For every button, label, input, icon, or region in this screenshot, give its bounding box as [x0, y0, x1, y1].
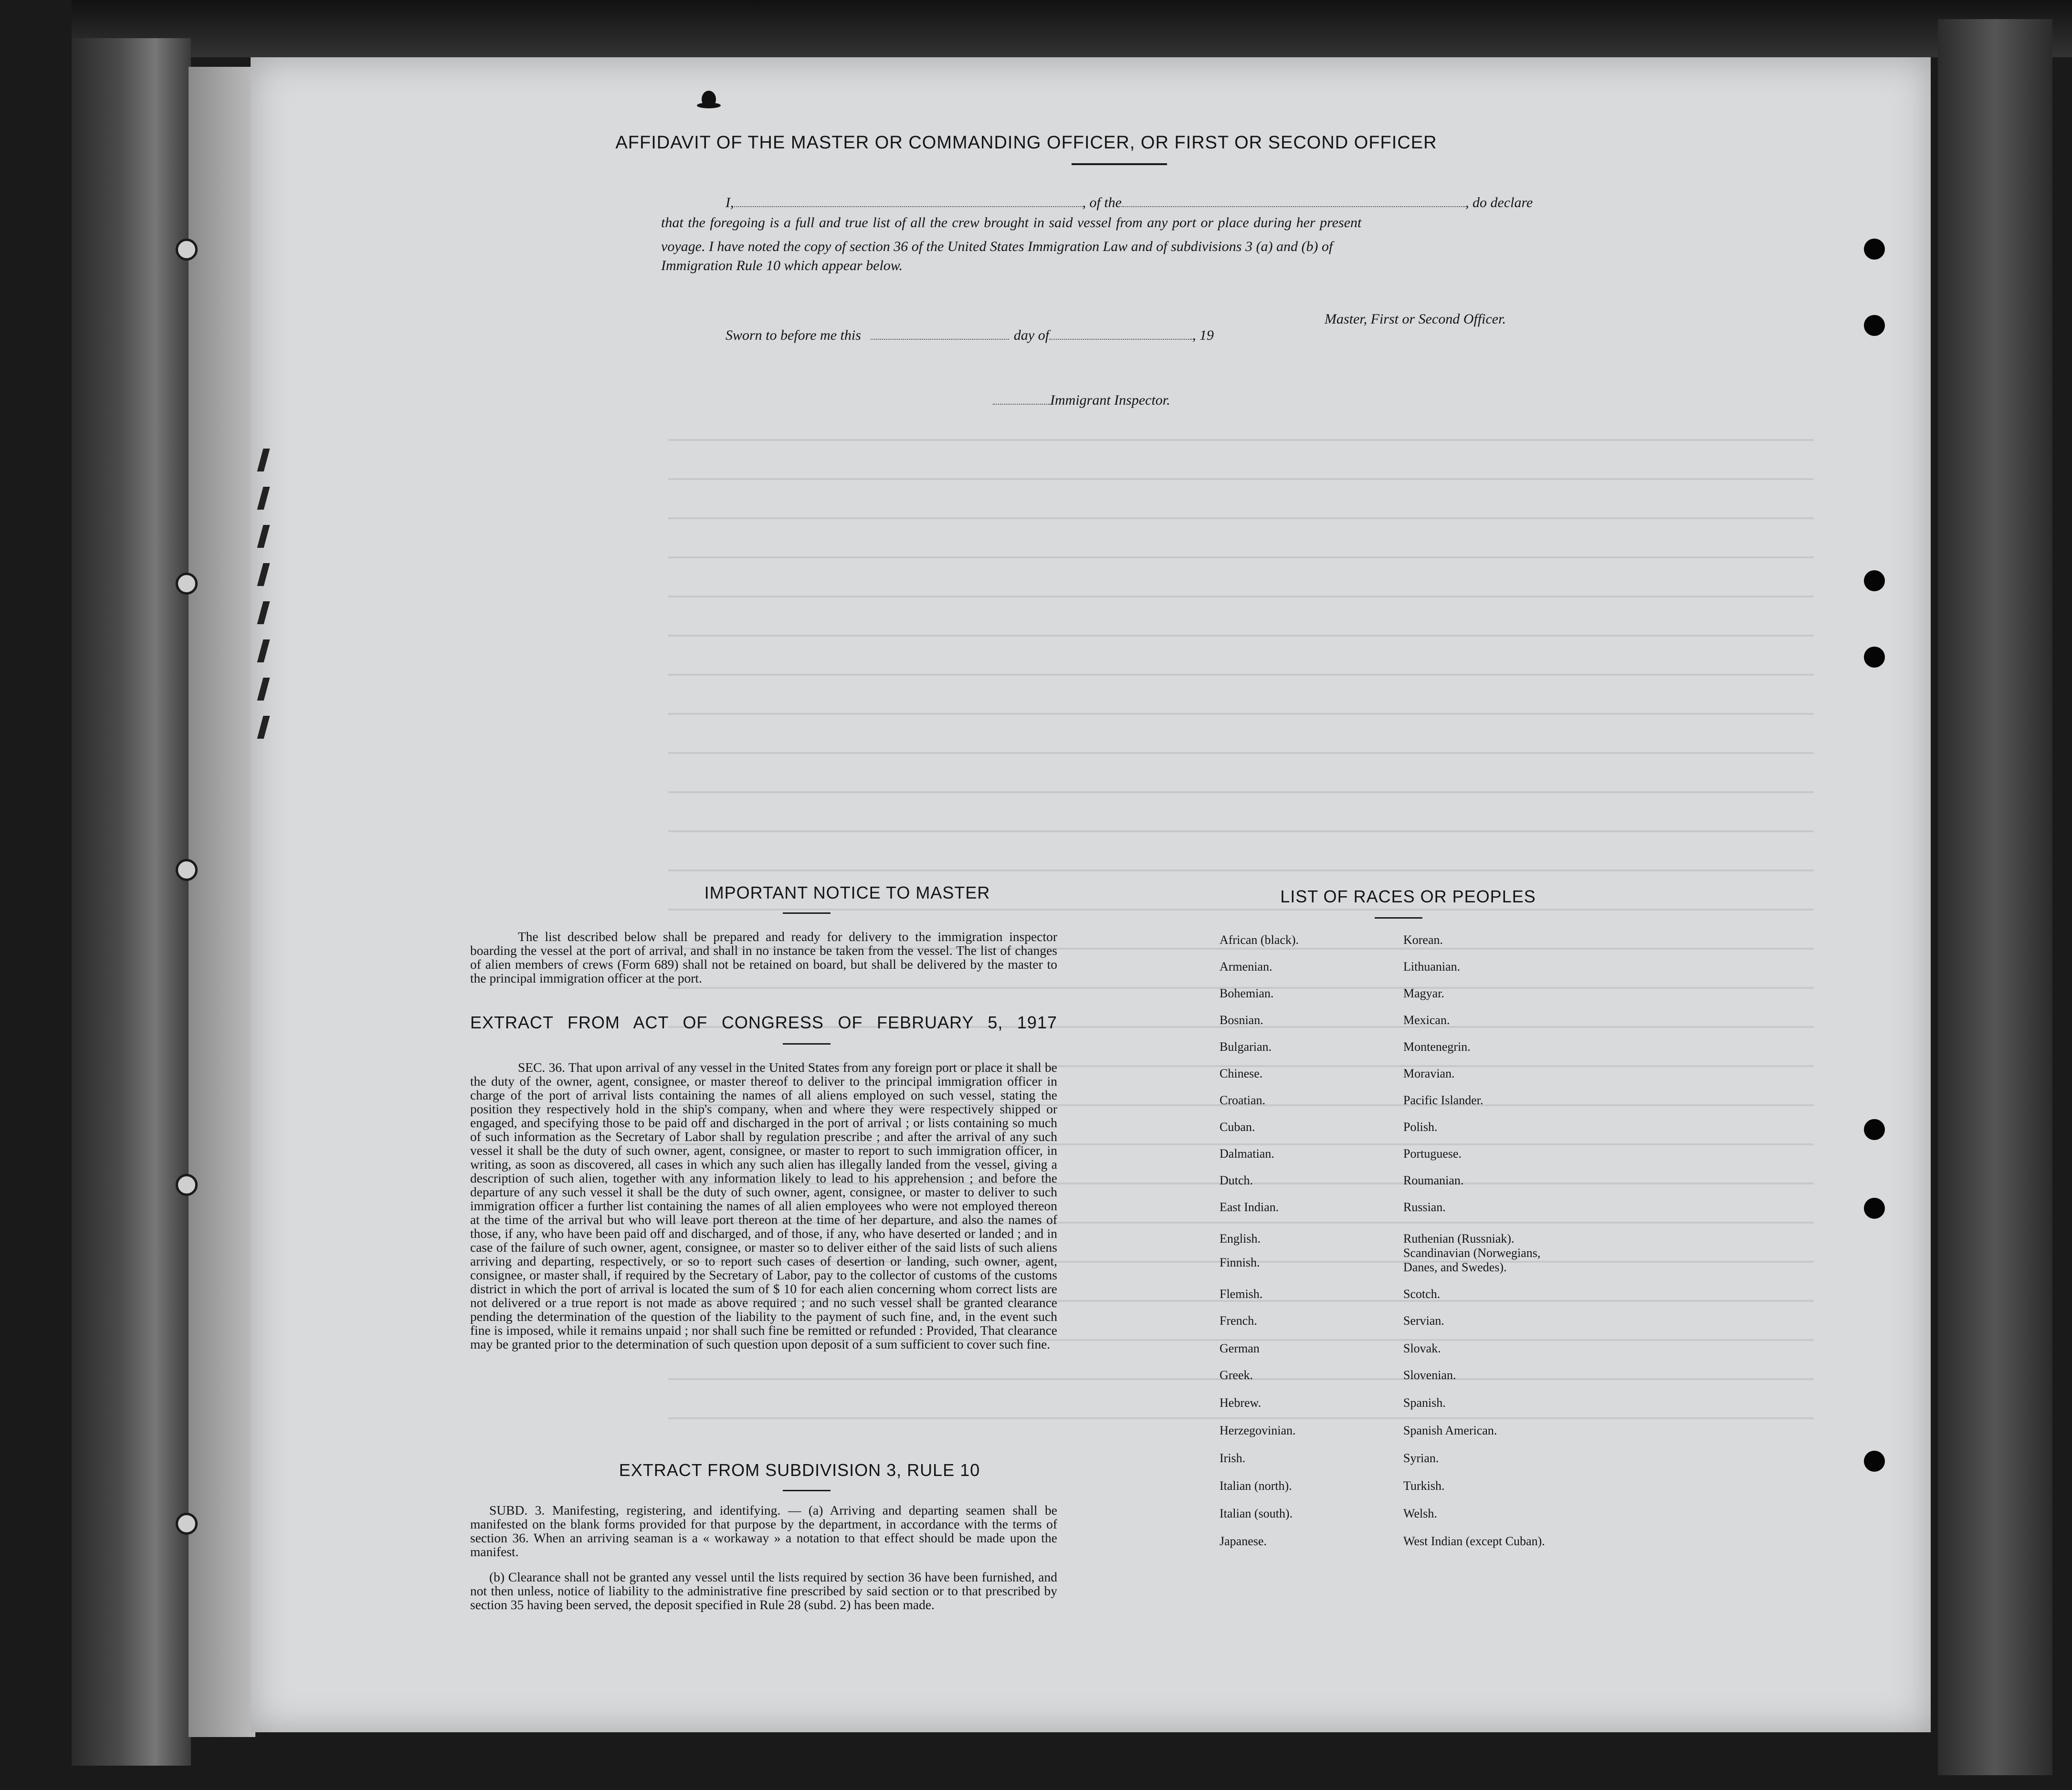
scan-border-right: [1938, 19, 2052, 1775]
punch-hole: [1864, 239, 1885, 260]
race-item: French.: [1220, 1314, 1257, 1328]
races-underline: [1375, 917, 1422, 919]
act-text: SEC. 36. That upon arrival of any vessel in the United States from any foreign port or place it shall be the duty of the owner, agent, consignee, or master thereof to deliver to the principal immigration officer in charge of the port of arrival lists containing the names of all aliens employed on such vessel, stating the position they respectively hold in the ship's company, when and where they were respectively shipped or engaged, and specifying those to be paid off and discharged in the port of arrival ; or lists containing so much of such information as the Secretary of Labor shall by regulation prescribe ; and after the arrival of any such vessel it shall be the duty of such owner, agent, consignee, or master to report to such immigration officer, in writing, as soon as discovered, all cases in which any such alien has illegally landed from the vessel, giving a description of such alien, together with any information likely to lead to his apprehension ; and before the departure of any such vessel it shall be the duty of such owner, agent, consignee, or master to deliver to such immigration officer a further list containing the names of all alien employees who were not employed thereon at the time of the arrival but who will leave port thereon at the time of her departure, and also the names of those, if any, who have been paid off and discharged, and of those, if any, who have deserted or landed ; and in case of the failure of such owner, agent, consignee, or master so to deliver either of the said lists of such aliens arriving and departing, respectively, or so to report such cases of desertion or landing, such owner, agent, consignee, or master shall, if required by the Secretary of Labor, pay to the collector of customs of the customs district in which the port of arrival is located the sum of $ 10 for each alien concerning whom correct lists are not delivered or a true report is not made as above required ; and no such vessel shall be granted clearance pending the determination of the question of the liability to the payment of such fine, and, in the event such fine is imposed, while it remains unpaid ; nor shall such fine be remitted or refunded : Provided, That clearance may be granted prior to the determination of such question upon deposit of a sum sufficient to cover such fine.: [470, 1060, 1057, 1351]
ring-hole: [176, 573, 198, 595]
race-item: Irish.: [1220, 1451, 1246, 1465]
rule-title: EXTRACT FROM SUBDIVISION 3, RULE 10: [619, 1460, 980, 1480]
race-item: Polish.: [1403, 1120, 1438, 1134]
rule-underline: [783, 1490, 831, 1491]
race-item: Greek.: [1220, 1368, 1253, 1382]
affidavit-of-the: , of the: [1082, 195, 1122, 210]
race-item: Finnish.: [1220, 1256, 1260, 1269]
ring-hole: [176, 1174, 198, 1196]
notice-underline: [783, 912, 831, 914]
year-label: , 19: [1192, 327, 1214, 343]
affidavit-line-4: Immigration Rule 10 which appear below.: [661, 258, 903, 273]
punch-hole: [1864, 647, 1885, 668]
race-item: Lithuanian.: [1403, 960, 1461, 974]
race-item: Bulgarian.: [1220, 1040, 1272, 1054]
act-underline: [783, 1043, 831, 1045]
act-title: EXTRACT FROM ACT OF CONGRESS OF FEBRUARY 5, 1917: [470, 1013, 1057, 1032]
affidavit-line-2: that the foregoing is a full and true list of all the crew brought in said vessel from any port or place during her present: [661, 215, 1362, 230]
race-item: African (black).: [1220, 933, 1299, 947]
race-item: German: [1220, 1341, 1260, 1355]
race-item: Pacific Islander.: [1403, 1093, 1483, 1107]
race-item: Slovak.: [1403, 1341, 1441, 1355]
race-item: West Indian (except Cuban).: [1403, 1534, 1545, 1548]
rule-text-a: SUBD. 3. Manifesting, registering, and identifying. — (a) Arriving and departing seamen shall be manifested on the blank forms provided for that purpose by the department, in accordance with the terms of section 36. When an arriving seaman is a « workaway » a notation to that effect should be made upon the manifest.: [470, 1503, 1057, 1559]
scan-border-left: [72, 38, 191, 1766]
affidavit-declare: , do declare: [1465, 195, 1533, 210]
rule-text-b: (b) Clearance shall not be granted any vessel until the lists required by section 36 have been furnished, and not then unless, notice of liability to the administrative fine prescribed by said section or to that prescribed by section 35 having been served, the deposit specified in Rule 28 (subd. 2) has been made.: [470, 1570, 1057, 1612]
punch-hole: [1864, 315, 1885, 336]
notice-title: IMPORTANT NOTICE TO MASTER: [704, 883, 990, 902]
race-item: Chinese.: [1220, 1067, 1263, 1080]
sworn-line: [726, 327, 1214, 344]
race-item: Spanish American.: [1403, 1424, 1497, 1437]
race-item: Scandinavian (Norwegians,: [1403, 1246, 1541, 1260]
race-item: Hebrew.: [1220, 1396, 1262, 1410]
race-item: Mexican.: [1403, 1013, 1450, 1027]
ring-hole: [176, 1513, 198, 1535]
race-item: Dutch.: [1220, 1173, 1253, 1187]
page-edge-strip: [189, 67, 255, 1737]
race-item: Montenegrin.: [1403, 1040, 1471, 1054]
master-signature-label: Master, First or Second Officer.: [1325, 311, 1506, 327]
race-item: Dalmatian.: [1220, 1147, 1274, 1161]
race-item: Moravian.: [1403, 1067, 1455, 1080]
race-item: Roumanian.: [1403, 1173, 1464, 1187]
race-item: Syrian.: [1403, 1451, 1439, 1465]
race-item: Turkish.: [1403, 1479, 1445, 1493]
race-item: Scotch.: [1403, 1287, 1441, 1301]
race-item: Magyar.: [1403, 986, 1444, 1000]
race-item: Korean.: [1403, 933, 1443, 947]
race-item: Portuguese.: [1403, 1147, 1462, 1161]
race-item: Bosnian.: [1220, 1013, 1263, 1027]
ring-hole: [176, 859, 198, 881]
race-item: Japanese.: [1220, 1534, 1267, 1548]
affidavit-title: AFFIDAVIT OF THE MASTER OR COMMANDING OFFICER, OR FIRST OR SECOND OFFICER: [615, 133, 1437, 153]
day-of-label: day of: [1013, 327, 1050, 343]
race-item: Ruthenian (Russniak).: [1403, 1232, 1515, 1246]
ink-mark: [697, 103, 721, 108]
race-item: East Indian.: [1220, 1200, 1279, 1214]
race-item: Welsh.: [1403, 1507, 1437, 1520]
race-item: Croatian.: [1220, 1093, 1266, 1107]
ring-hole: [176, 239, 198, 261]
race-item: Armenian.: [1220, 960, 1273, 974]
punch-hole: [1864, 1198, 1885, 1219]
race-item: Slovenian.: [1403, 1368, 1456, 1382]
race-item: Russian.: [1403, 1200, 1446, 1214]
scan-border-top: [72, 0, 2072, 57]
affidavit-line-3: voyage. I have noted the copy of section 36 of the United States Immigration Law and of subdivisions 3 (a) and (b) of: [661, 239, 1333, 254]
race-item: Bohemian.: [1220, 986, 1274, 1000]
race-item: Flemish.: [1220, 1287, 1263, 1301]
sworn-label: Sworn to before me this: [726, 327, 861, 343]
inspector-line: [993, 392, 1170, 408]
punch-hole: [1864, 1451, 1885, 1472]
title-underline: [1072, 163, 1167, 165]
races-title: LIST OF RACES OR PEOPLES: [1280, 887, 1536, 906]
race-item: Cuban.: [1220, 1120, 1255, 1134]
race-item: English.: [1220, 1232, 1261, 1246]
affidavit-line-1: [726, 195, 1533, 211]
affidavit-i: I,: [726, 195, 734, 210]
race-item: Servian.: [1403, 1314, 1444, 1328]
race-item: Spanish.: [1403, 1396, 1446, 1410]
notice-text: The list described below shall be prepared and ready for delivery to the immigration inspector boarding the vessel at the port of arrival, and shall in no instance be taken from the vessel. The list of changes of alien members of crews (Form 689) shall not be retained on board, but shall be delivered by the master to the principal immigration officer at the port.: [470, 929, 1057, 985]
race-item: Danes, and Swedes).: [1403, 1260, 1507, 1274]
punch-hole: [1864, 1119, 1885, 1140]
race-item: Italian (north).: [1220, 1479, 1292, 1493]
race-item: Italian (south).: [1220, 1507, 1293, 1520]
race-item: Herzegovinian.: [1220, 1424, 1296, 1437]
inspector-label: Immigrant Inspector.: [1050, 392, 1170, 408]
punch-hole: [1864, 570, 1885, 591]
